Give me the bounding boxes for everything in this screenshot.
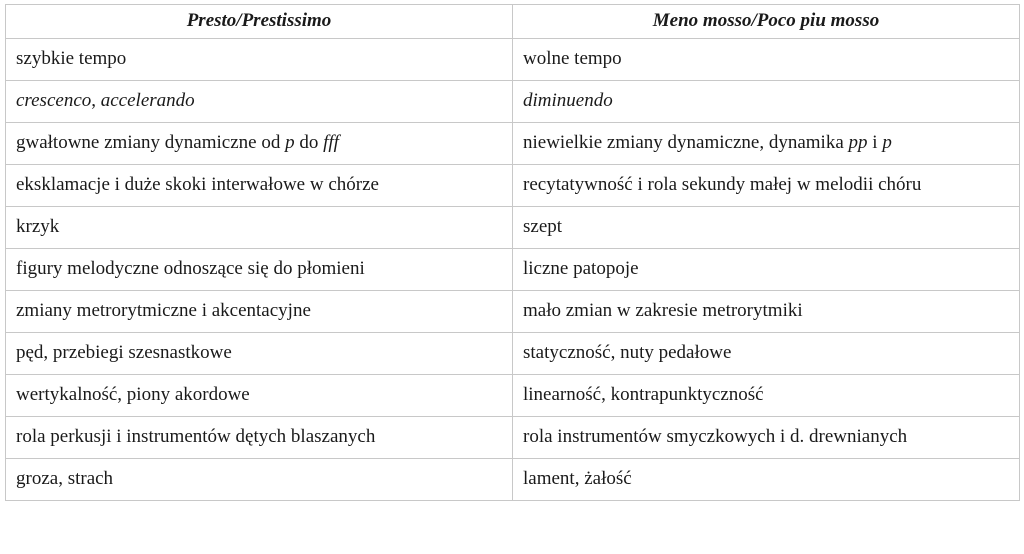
cell-text: i	[867, 132, 883, 153]
comparison-table	[5, 4, 1020, 501]
table-row	[6, 81, 1020, 123]
table-row	[6, 417, 1020, 459]
cell-text: statyczność, nuty pedałowe	[523, 342, 732, 363]
cell-presto	[6, 417, 513, 459]
cell-text: crescenco	[16, 90, 92, 111]
cell-text: szybkie tempo	[16, 48, 127, 69]
cell-text: groza, strach	[16, 468, 114, 489]
cell-text: do	[294, 132, 324, 153]
cell-text: accelerando	[100, 90, 195, 111]
header-presto: Presto/Prestissimo	[6, 5, 513, 39]
cell-text: rola instrumentów smyczkowych i d. drewnianych	[523, 426, 908, 447]
cell-text: niewielkie zmiany dynamiczne, dynamika	[523, 132, 849, 153]
cell-text: p	[882, 132, 892, 153]
table-row	[6, 291, 1020, 333]
cell-presto	[6, 165, 513, 207]
cell-meno-mosso	[513, 249, 1020, 291]
cell-presto	[6, 333, 513, 375]
cell-meno-mosso	[513, 459, 1020, 501]
cell-presto	[6, 249, 513, 291]
cell-presto	[6, 123, 513, 165]
cell-meno-mosso	[513, 39, 1020, 81]
cell-text: krzyk	[16, 216, 60, 237]
cell-text: mało zmian w zakresie metrorytmiki	[523, 300, 803, 321]
table-body	[6, 39, 1020, 501]
cell-text: eksklamacje i duże skoki interwałowe w chórze	[16, 174, 379, 195]
cell-text: gwałtowne zmiany dynamiczne od	[16, 132, 286, 153]
cell-text: zmiany metrorytmiczne i akcentacyjne	[16, 300, 311, 321]
cell-text: liczne patopoje	[523, 258, 639, 279]
cell-text: figury melodyczne odnoszące się do płomieni	[16, 258, 365, 279]
cell-presto	[6, 375, 513, 417]
cell-text: wolne tempo	[523, 48, 622, 69]
table-row	[6, 207, 1020, 249]
table-header-row	[6, 5, 1020, 39]
cell-text: lament, żałość	[523, 468, 632, 489]
table-row	[6, 333, 1020, 375]
cell-text: fff	[323, 132, 339, 153]
header-meno-mosso: Meno mosso/Poco piu mosso	[513, 5, 1020, 39]
cell-text: pęd, przebiegi szesnastkowe	[16, 342, 232, 363]
cell-meno-mosso	[513, 207, 1020, 249]
cell-text: p	[285, 132, 295, 153]
cell-text: wertykalność, piony akordowe	[16, 384, 250, 405]
table-row	[6, 123, 1020, 165]
cell-text: diminuendo	[523, 90, 613, 111]
cell-text: rola perkusji i instrumentów dętych blaszanych	[16, 426, 376, 447]
cell-text: pp	[848, 132, 868, 153]
cell-presto	[6, 291, 513, 333]
cell-meno-mosso	[513, 123, 1020, 165]
table-row	[6, 459, 1020, 501]
cell-meno-mosso	[513, 291, 1020, 333]
table-row	[6, 39, 1020, 81]
cell-text: ,	[91, 90, 101, 111]
cell-text: recytatywność i rola sekundy małej w melodii chóru	[523, 174, 922, 195]
cell-meno-mosso	[513, 81, 1020, 123]
cell-meno-mosso	[513, 417, 1020, 459]
table-row	[6, 375, 1020, 417]
cell-text: linearność, kontrapunktyczność	[523, 384, 764, 405]
cell-presto	[6, 39, 513, 81]
cell-meno-mosso	[513, 375, 1020, 417]
cell-meno-mosso	[513, 165, 1020, 207]
cell-meno-mosso	[513, 333, 1020, 375]
cell-presto	[6, 459, 513, 501]
table-row	[6, 165, 1020, 207]
table-row	[6, 249, 1020, 291]
cell-text: szept	[523, 216, 563, 237]
cell-presto	[6, 207, 513, 249]
cell-presto	[6, 81, 513, 123]
